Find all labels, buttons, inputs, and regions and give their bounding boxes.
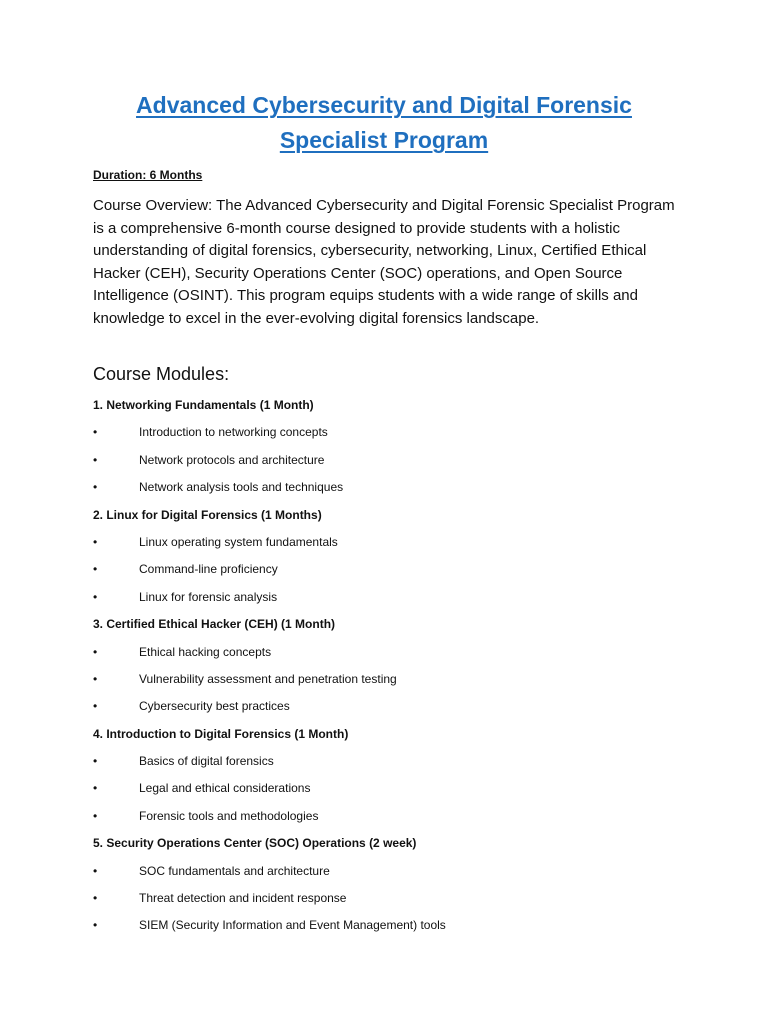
module-list-item <box>93 916 713 943</box>
module-item-text: Introduction to networking concepts <box>139 425 328 440</box>
bullet-icon: • <box>93 589 98 604</box>
module-title: 4. Introduction to Digital Forensics (1 Month) <box>93 726 349 741</box>
course-overview-paragraph: Course Overview: The Advanced Cybersecurity and Digital Forensic Specialist Program is a comprehensive 6-month course designed to provide students with a holistic understanding of digital forensics, cybersecurity, networking, Linux, Certified Ethical Hacker (CEH), Security Operations Center (SOC) operations, and Open Source Intelligence (OSINT). This program equips students with a wide range of skills and knowledge to excel in the ever-evolving digital forensics landscape. <box>93 197 675 327</box>
module-list-item <box>93 807 713 834</box>
module-list-item <box>93 533 713 560</box>
duration-label: Duration: 6 Months <box>93 168 203 182</box>
module-list-item <box>93 779 713 806</box>
module-item-text: Basics of digital forensics <box>139 754 274 769</box>
module-item-text: Legal and ethical considerations <box>139 781 311 796</box>
module-item-text: Cybersecurity best practices <box>139 699 290 714</box>
bullet-icon: • <box>93 480 98 495</box>
module-list-item <box>93 643 713 670</box>
module-title: 5. Security Operations Center (SOC) Operations (2 week) <box>93 836 417 851</box>
bullet-icon: • <box>93 891 98 906</box>
module-item-text: Threat detection and incident response <box>139 891 347 906</box>
module-list-item <box>93 451 713 478</box>
bullet-icon: • <box>93 863 98 878</box>
module-list-item <box>93 697 713 724</box>
module-title: 3. Certified Ethical Hacker (CEH) (1 Month) <box>93 617 336 632</box>
document-title <box>60 88 708 158</box>
bullet-icon: • <box>93 452 98 467</box>
module-list-item <box>93 889 713 916</box>
module-item-text: SOC fundamentals and architecture <box>139 863 330 878</box>
bullet-icon: • <box>93 644 98 659</box>
bullet-icon: • <box>93 699 98 714</box>
bullet-icon: • <box>93 918 98 933</box>
module-list-item <box>93 862 713 889</box>
module-list-item <box>93 588 713 615</box>
modules-list <box>93 396 713 944</box>
module-item-text: Forensic tools and methodologies <box>139 808 319 823</box>
bullet-icon: • <box>93 754 98 769</box>
module-list-item <box>93 423 713 450</box>
module-item-text: Network analysis tools and techniques <box>139 480 344 495</box>
bullet-icon: • <box>93 562 98 577</box>
bullet-icon: • <box>93 534 98 549</box>
module-item-text: Linux for forensic analysis <box>139 589 278 604</box>
module-item-text: Ethical hacking concepts <box>139 644 272 659</box>
bullet-icon: • <box>93 425 98 440</box>
module-list-item <box>93 752 713 779</box>
bullet-icon: • <box>93 808 98 823</box>
bullet-icon: • <box>93 671 98 686</box>
modules-heading: Course Modules: <box>93 364 230 384</box>
bullet-icon: • <box>93 781 98 796</box>
module-item-text: Network protocols and architecture <box>139 452 325 467</box>
title-line-1: Advanced Cybersecurity and Digital Forensic <box>136 92 632 118</box>
module-item-text: Vulnerability assessment and penetration testing <box>139 671 397 686</box>
module-title: 2. Linux for Digital Forensics (1 Months) <box>93 507 322 522</box>
module-list-item <box>93 670 713 697</box>
module-item-text: Linux operating system fundamentals <box>139 534 338 549</box>
title-line-2: Specialist Program <box>279 127 489 153</box>
module-title: 1. Networking Fundamentals (1 Month) <box>93 398 314 412</box>
module-list-item <box>93 478 713 505</box>
module-item-text: Command-line proficiency <box>139 562 278 577</box>
module-list-item <box>93 560 713 587</box>
module-item-text: SIEM (Security Information and Event Management) tools <box>139 918 446 933</box>
